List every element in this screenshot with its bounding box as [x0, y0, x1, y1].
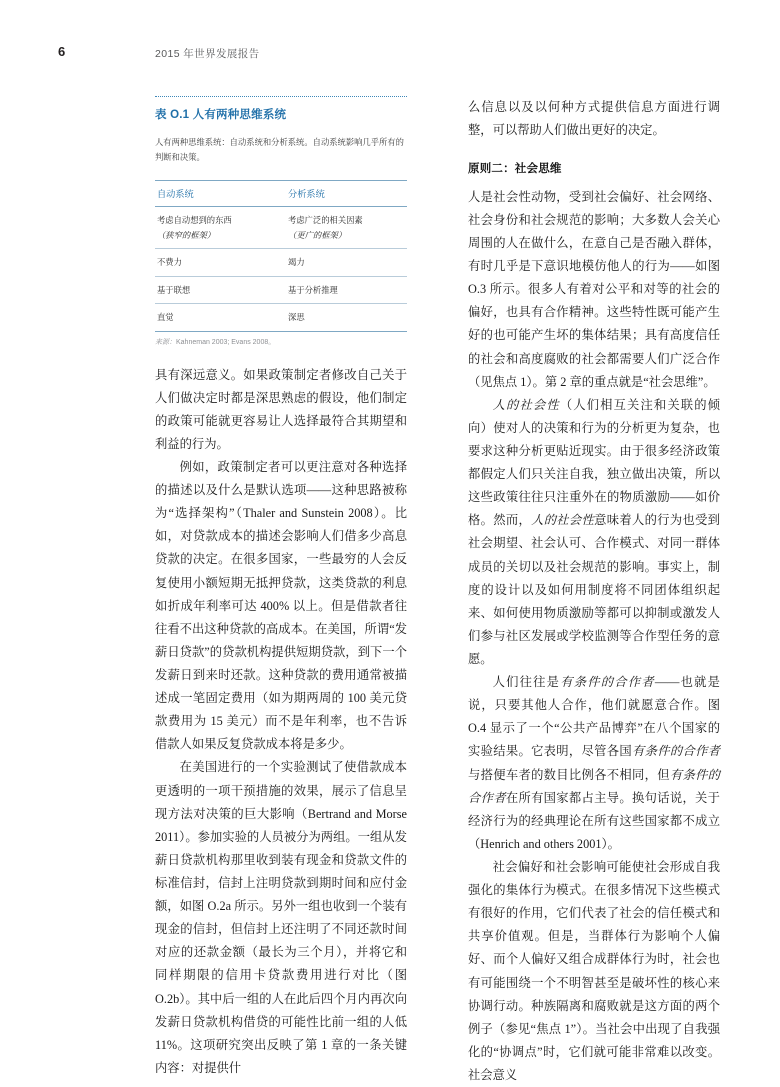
table-title: 表 O.1 人有两种思维系统 — [155, 109, 287, 121]
right-column-body — [468, 96, 720, 1087]
table-cell: 基于联想 — [155, 276, 286, 304]
paragraph: 社会偏好和社会影响可能使社会形成自我强化的集体行为模式。在很多情况下这些模式有很好的作用，它们代表了社会的信任模式和共享价值观。但是，当群体行为影响个人偏好、而个人偏好又组合成群体行为时，社会也有可能围绕一个不明智甚至是破坏性的核心来协调行动。种族隔离和腐败就是这方面的两个例子（参见“焦点 1”）。当社会中出现了自我强化的“协调点”时，它们就可能非常难以改变。社会意义 — [468, 860, 720, 1082]
paragraph-continued: 么信息以及以何种方式提供信息方面进行调整，可以帮助人们做出更好的决定。 — [468, 100, 720, 138]
page-number: 6 — [58, 44, 66, 59]
cell-sub-text: （狭窄的框架） — [157, 229, 216, 240]
left-column-body — [155, 364, 407, 1080]
paragraph: 人是社会性动物，受到社会偏好、社会网络、社会身份和社会规范的影响；大多数人会关心周围的人在做什么，在意自己是否融入群体，有时几乎是下意识地模仿他人的行为——如图 O.3 所示。很多人有着对公平和对等的社会的偏好，也具有合作精神。这些特性既可能产生好的也可能产生坏的集体结果；具有高度信任的社会和高度腐败的社会都需要人们广泛合作（见焦点 1）。第 2 章的重点就是“社会思维”。 — [468, 189, 720, 389]
table-cell: 直觉 — [155, 304, 286, 332]
source-citation: Kahneman 2003; Evans 2008。 — [176, 338, 276, 346]
table-cell: 深思 — [286, 304, 407, 332]
section-heading-principle-two: 原则二：社会思维 — [468, 163, 562, 176]
table-row — [155, 207, 407, 249]
paragraph: 具有深远意义。如果政策制定者修改自己关于人们做决定时都是深思熟虑的假设，他们制定的政策可能就更容易让人选择最符合其期望和利益的行为。 — [155, 367, 407, 451]
table-cell: 不费力 — [155, 249, 286, 277]
cell-main-text: 考虑广泛的相关因素 — [288, 215, 363, 226]
table-header-row — [155, 181, 407, 207]
table-o1 — [155, 96, 407, 347]
source-label: 来源： — [155, 338, 176, 346]
table-caption: 人有两种思维系统：自动系统和分析系统。自动系统影响几乎所有的判断和决策。 — [155, 137, 404, 162]
paragraph: 人们往往是有条件的合作者——也就是说，只要其他人合作，他们就愿意合作。图 O.4 显示了一个“公共产品博弈”在八个国家的实验结果。它表明，尽管各国有条件的合作者与搭便车者的数目比例各不相同，但有条件的合作者在所有国家都占主导。换句话说，关于经济行为的经典理论在所有这些国家都不成立（Henrich and others 2001）。 — [468, 675, 720, 851]
column-header-analytic: 分析系统 — [286, 181, 407, 207]
paragraph: 例如，政策制定者可以更注意对各种选择的描述以及什么是默认选项——这种思路被称为“选择架构”（Thaler and Sunstein 2008）。比如，对贷款成本的描述会影响人们借多少高息贷款的决定。在很多国家，一些最穷的人会反复使用小额短期无抵押贷款，这类贷款的利息如折成年利率可达 400% 以上。但是借款者往往看不出这种贷款的高成本。在美国，所谓“发薪日贷款”的贷款机构提供短期贷款，到下一个发薪日到来时还款。这种贷款的费用通常被描述成一笔固定费用（如为期两周的 100 美元贷款费用为 15 美元）而不是年利率，也不告诉借款人如果反复贷款成本将是多少。 — [155, 460, 407, 752]
column-header-automatic: 自动系统 — [155, 181, 286, 207]
table-row — [155, 276, 407, 304]
table-cell: 基于分析推理 — [286, 276, 407, 304]
table-row — [155, 304, 407, 332]
table-source — [155, 337, 407, 347]
paragraph: 人的社会性（人们相互关注和关联的倾向）使对人的决策和行为的分析更为复杂，也要求这种分析更贴近现实。由于很多经济政策都假定人们只关注自我，独立做出决策，所以这些政策往往只注重外在的物质激励——如价格。然而，人的社会性意味着人的行为也受到社会期望、社会认可、合作模式、对同一群体成员的关切以及社会规范的影响。事实上，制度的设计以及如何用制度将不同团体组织起来、如何使用物质激励等都可以抑制或激发人们参与社区发展或学校监测等合作型任务的意愿。 — [468, 397, 720, 667]
thinking-systems-table — [155, 180, 407, 332]
running-head — [0, 44, 780, 62]
cell-sub-text: （更广的框架） — [288, 229, 347, 240]
table-cell: 竭力 — [286, 249, 407, 277]
report-title: 2015 年世界发展报告 — [155, 48, 260, 60]
table-cell — [286, 207, 407, 249]
left-column — [155, 96, 407, 1080]
paragraph: 在美国进行的一个实验测试了使借款成本更透明的一项干预措施的效果，展示了信息呈现方法对决策的巨大影响（Bertrand and Morse 2011）。参加实验的人员被分为两组。一组从发薪日贷款机构那里收到装有现金和贷款文件的标准信封，信封上注明贷款到期时间和应付金额，如图 O.2a 所示。另外一组也收到一个装有现金的信封，但信封上还注明了不同还款时间对应的还款金额（最长为三个月），并将它和同样期限的信用卡贷款费用进行对比（图 O.2b）。其中后一组的人在此后四个月内再次向发薪日贷款机构借贷的可能性比前一组的人低 11%。这项研究突出反映了第 1 章的一条关键内容：对提供什 — [155, 760, 407, 1075]
table-top-rule — [155, 96, 407, 97]
table-row — [155, 249, 407, 277]
cell-main-text: 考虑自动想到的东西 — [157, 215, 232, 226]
right-column — [468, 96, 720, 1087]
table-cell — [155, 207, 286, 249]
